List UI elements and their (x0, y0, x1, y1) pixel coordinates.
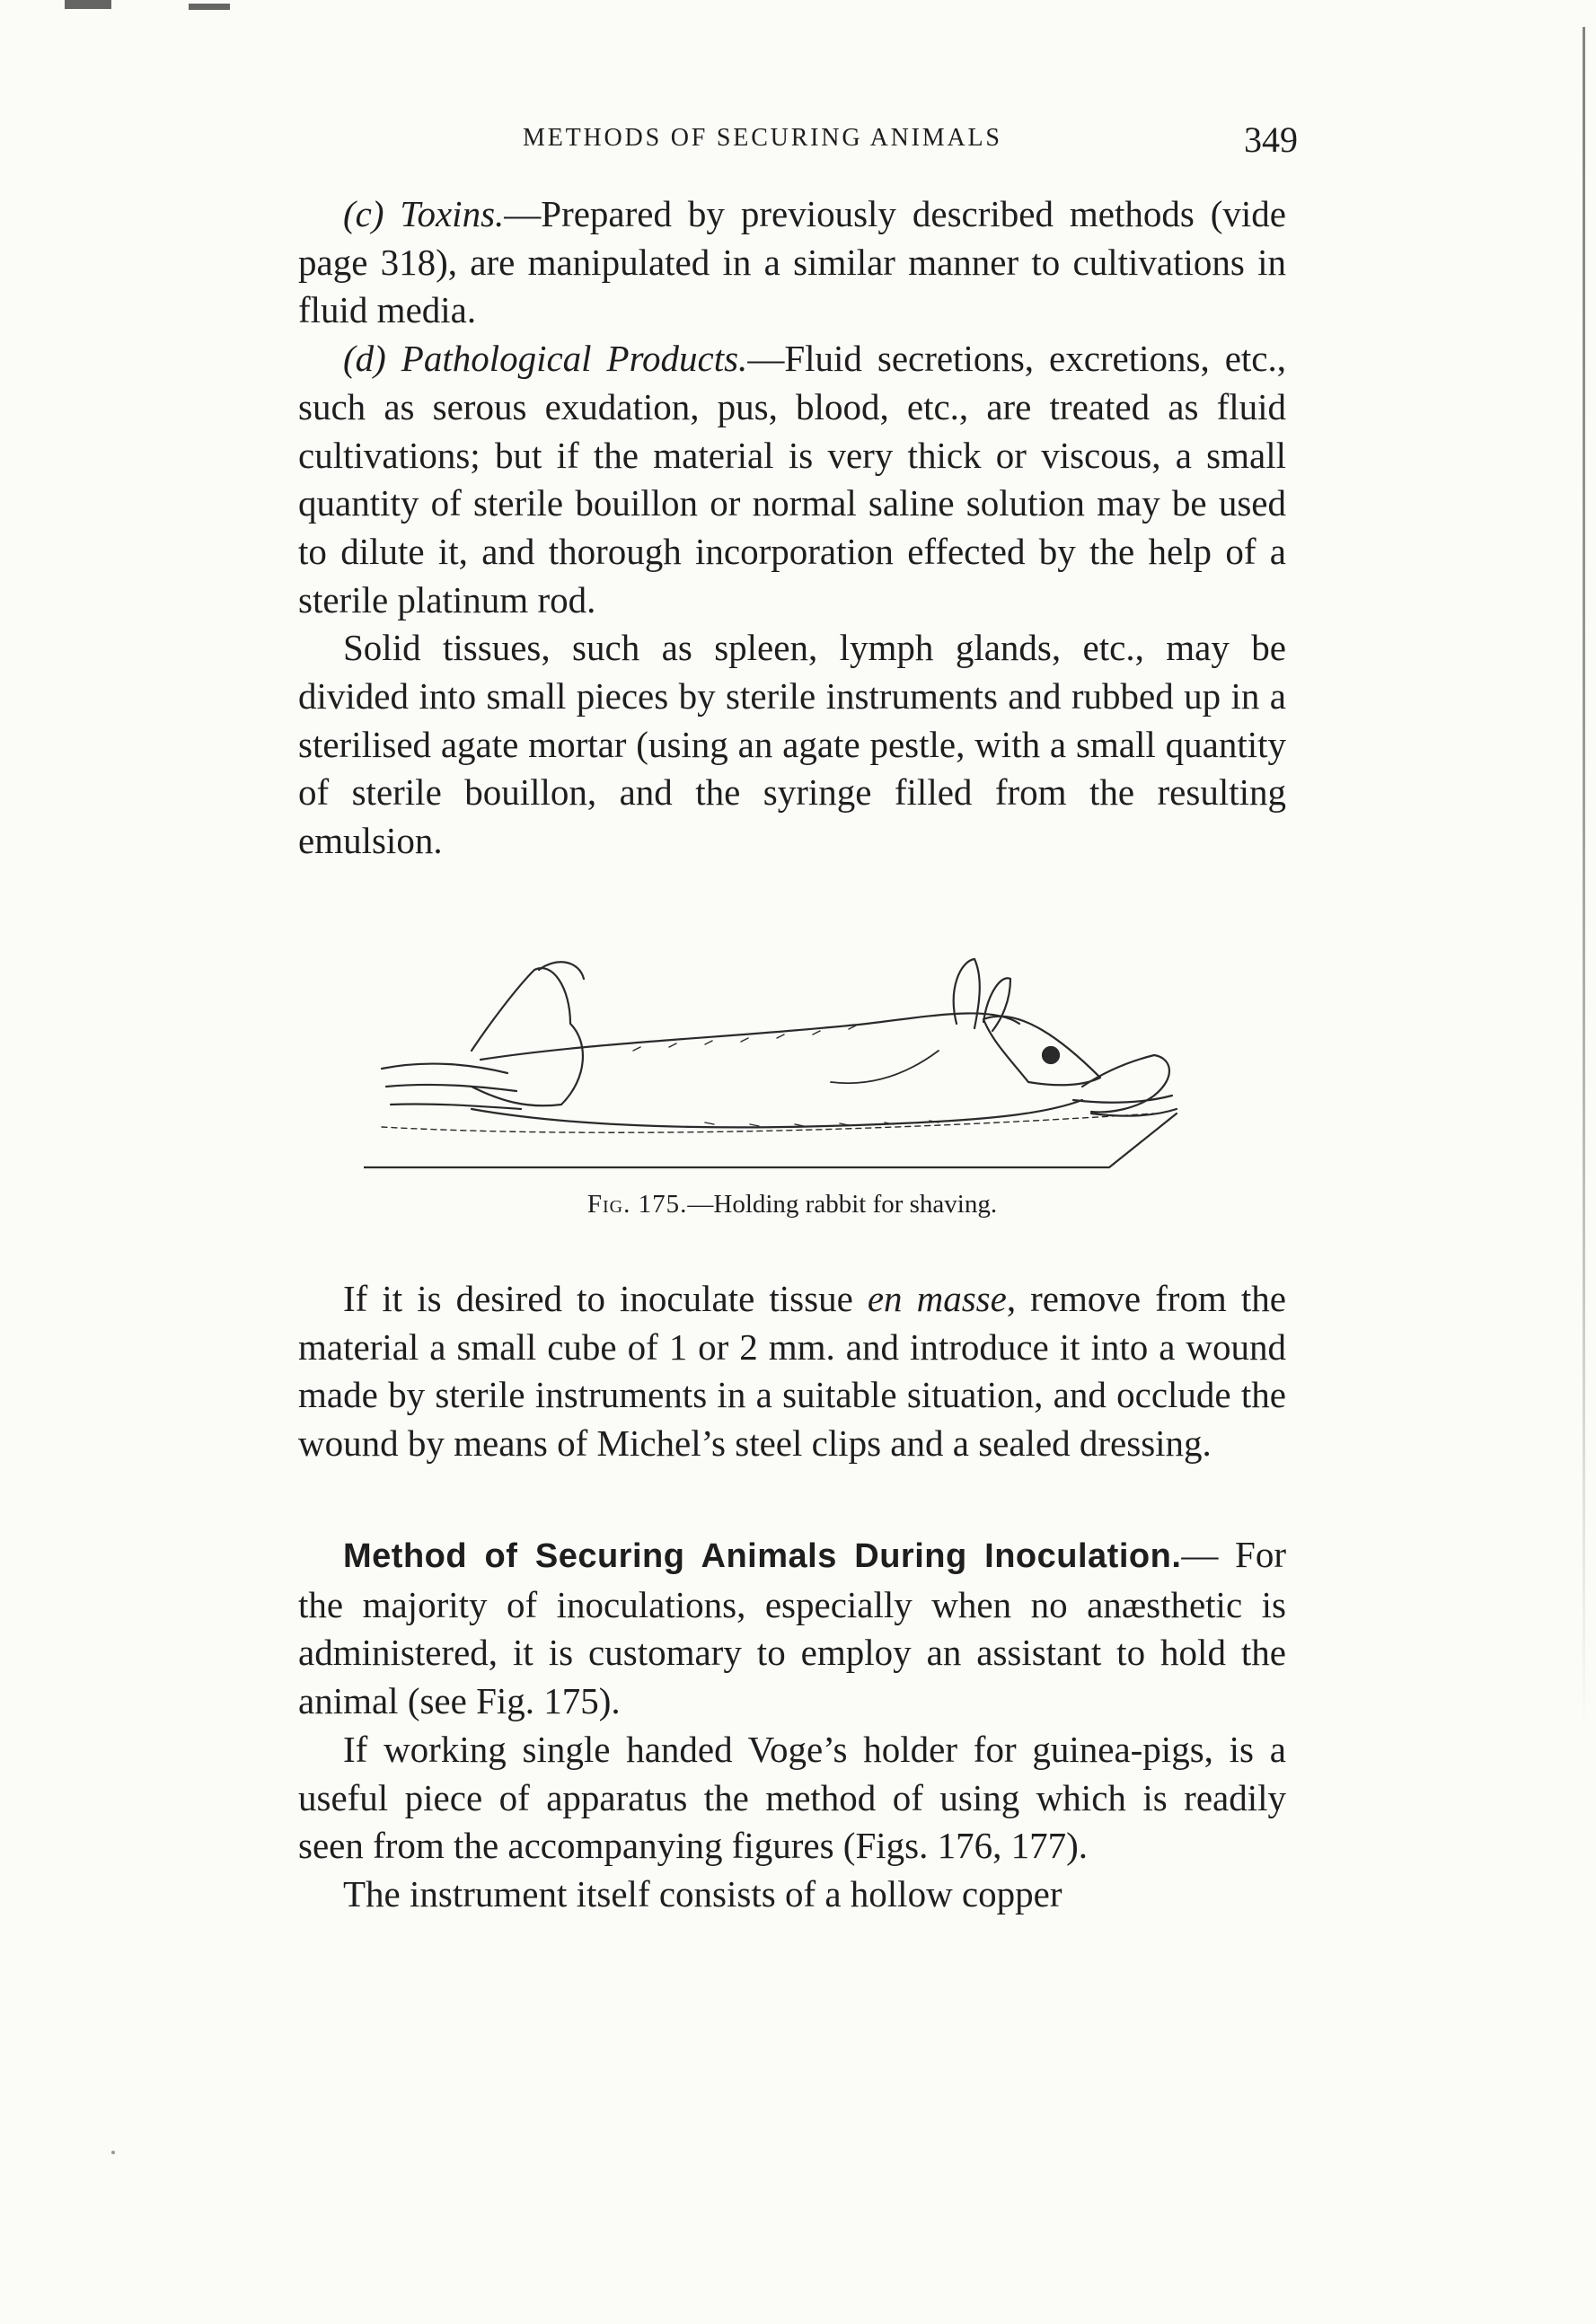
rabbit-eye (1043, 1047, 1059, 1063)
paragraph-instrument: The instrument itself consists of a hollow copper (343, 1872, 1063, 1915)
paragraph-solid-tissues: Solid tissues, such as spleen, lymph glands, etc., may be divided into small pieces by sterile instruments and rubbed up in a sterilised agate mortar (using an agate pestle, with a small quantity of sterile bouillon, and the syringe filled from the resulting emulsion. (298, 627, 1286, 862)
rabbit-fur (633, 1026, 856, 1051)
rabbit-ear-left (954, 959, 980, 1028)
section-heading: Method of Securing Animals During Inoculation. (343, 1537, 1182, 1575)
text-block-securing-animals (298, 1531, 1286, 1919)
pathological-text: —Fluid secretions, excretions, etc., such as serous exudation, pus, blood, etc., are treated as fluid cultivations; but if the material is very thick or viscous, a small quantity of sterile bouillon or normal saline solution may be used to dilute it, and thorough incorporation effected by the help of a sterile platinum rod. (298, 338, 1286, 621)
paragraph-voge-holder: If working single handed Voge’s holder for guinea-pigs, is a useful piece of apparatus the method of using which is readily seen from the accompanying figures (Figs. 176, 177). (298, 1728, 1286, 1867)
scan-artifact (65, 0, 111, 9)
figure-caption-text: —Holding rabbit for shaving. (687, 1190, 998, 1219)
en-masse-start: If it is desired to inoculate tissue (343, 1278, 868, 1319)
rabbit-illustration (364, 952, 1226, 1176)
rabbit-foreleg (831, 1051, 939, 1083)
right-hand-fingers (1073, 1096, 1177, 1116)
securing-intro-text: — For the majority of inoculations, especially when no anæsthetic is administered, it is customary to employ an assistant to hold the animal (see Fig. 175). (298, 1534, 1286, 1722)
pathological-label: (d) Pathological Products. (343, 338, 748, 380)
figure-rabbit-illustration (364, 952, 1226, 1176)
left-sleeve-cuff (539, 962, 584, 979)
rabbit-head (983, 1017, 1100, 1086)
board-edge (364, 1114, 1177, 1167)
rabbit-ear-right (983, 978, 1010, 1031)
toxins-text: —Prepared by previously described methods (vide page 318), are manipulated in a similar manner to cultivations in fluid media. (298, 193, 1287, 331)
text-block-en-masse (298, 1275, 1286, 1468)
scan-artifact (189, 4, 230, 10)
figure-caption (298, 1190, 1286, 1219)
toxins-label: (c) Toxins. (343, 193, 505, 234)
page-number: 349 (1244, 119, 1298, 160)
page-edge-shadow (1583, 27, 1585, 1733)
rabbit-back (481, 1013, 1019, 1060)
right-hand (1082, 1055, 1169, 1112)
running-header (298, 119, 1298, 163)
dust-speck (111, 2151, 115, 2154)
text-block-specimens (298, 190, 1286, 866)
en-masse-italic: en masse (867, 1278, 1007, 1319)
paragraph-toxins (298, 190, 1286, 335)
paragraph-securing-intro (298, 1531, 1286, 1726)
paragraph-pathological-products (298, 335, 1286, 624)
left-hand (472, 968, 583, 1105)
paragraph-en-masse (298, 1275, 1286, 1468)
running-title: METHODS OF SECURING ANIMALS (523, 124, 1002, 152)
left-hand-fingers (382, 1064, 521, 1109)
rabbit-belly (472, 1100, 1082, 1127)
figure-label: Fig. 175. (586, 1190, 688, 1219)
en-masse-end: , remove from the material a small cube of 1 or 2 mm. and introduce it into a wound made by sterile instruments in a suitable situation, and occlude the wound by means of Michel’s steel clips and a sealed dressing. (298, 1278, 1286, 1465)
board-top (382, 1114, 1154, 1132)
